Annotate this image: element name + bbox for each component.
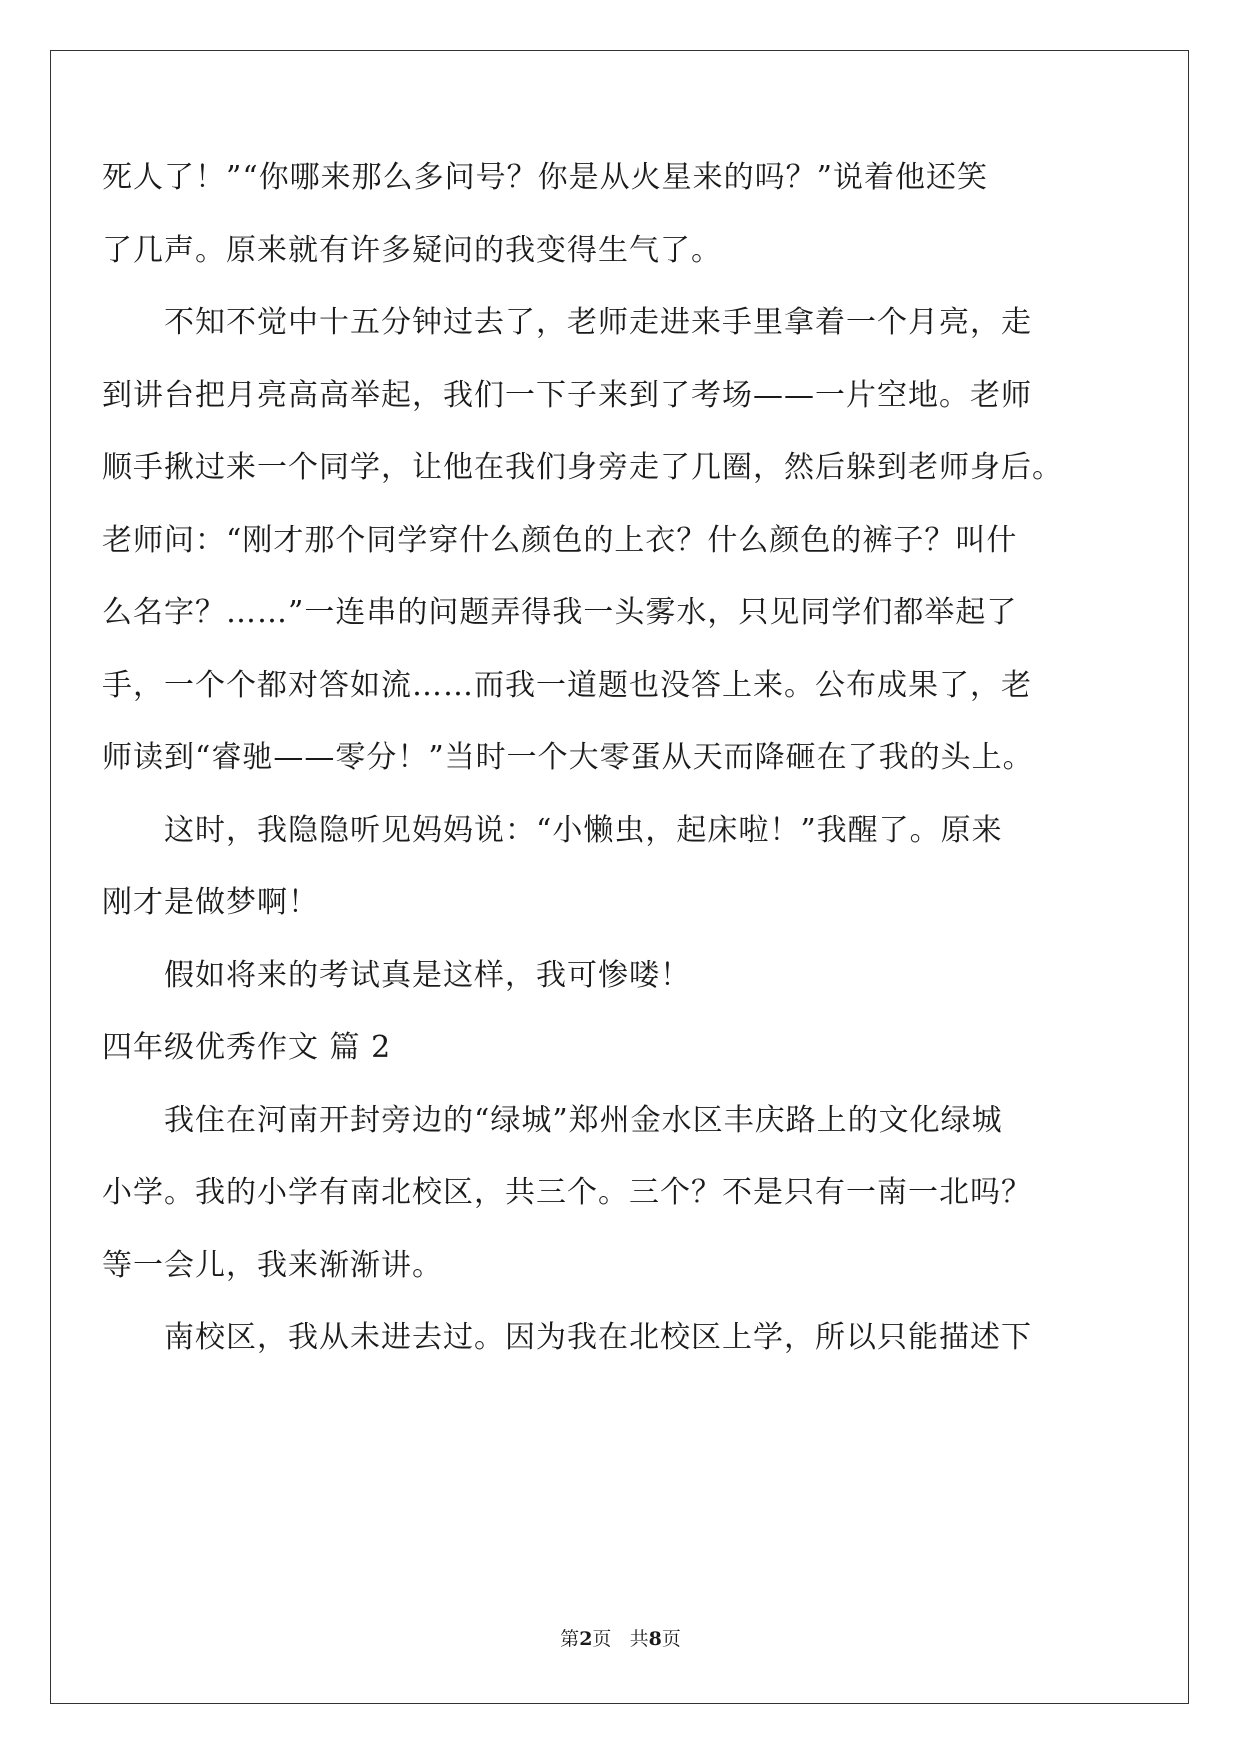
text-line: 假如将来的考试真是这样，我可惨喽！ [164,958,691,993]
footer-total-suffix: 页 [661,1628,681,1650]
footer-page-word: 页 [592,1628,612,1650]
footer-total-prefix: 共 [629,1628,649,1650]
section-heading: 四年级优秀作文 篇 2 [102,1030,392,1065]
text-line: 顺手揪过来一个同学，让他在我们身旁走了几圈，然后躲到老师身后。 [102,450,1063,485]
text-line: 死人了！”“你哪来那么多问号？你是从火星来的吗？”说着他还笑 [102,160,989,195]
text-line: 刚才是做梦啊！ [102,885,319,920]
text-line: 这时，我隐隐听见妈妈说：“小懒虫，起床啦！”我醒了。原来 [164,813,1003,848]
text-line: 师读到“睿驰——零分！”当时一个大零蛋从天而降砸在了我的头上。 [102,740,1034,775]
text-line: 手，一个个都对答如流……而我一道题也没答上来。公布成果了，老 [102,668,1032,703]
text-line: 么名字？……”一连串的问题弄得我一头雾水，只见同学们都举起了 [102,595,1018,630]
current-page-number: 2 [579,1628,593,1650]
text-line: 不知不觉中十五分钟过去了，老师走进来手里拿着一个月亮，走 [164,305,1032,340]
text-line: 南校区，我从未进去过。因为我在北校区上学，所以只能描述下 [164,1320,1032,1355]
footer-prefix: 第 [560,1628,580,1650]
text-line: 老师问：“刚才那个同学穿什么颜色的上衣？什么颜色的裤子？叫什 [102,523,1018,558]
text-line: 了几声。原来就有许多疑问的我变得生气了。 [102,233,722,268]
page-border [50,50,1189,1704]
text-line: 我住在河南开封旁边的“绿城”郑州金水区丰庆路上的文化绿城 [164,1103,1003,1138]
text-line: 等一会儿，我来渐渐讲。 [102,1248,443,1283]
total-pages-number: 8 [648,1628,662,1650]
page-footer [0,1627,1241,1651]
text-line: 小学。我的小学有南北校区，共三个。三个？不是只有一南一北吗？ [102,1175,1032,1210]
text-line: 到讲台把月亮高高举起，我们一下子来到了考场——一片空地。老师 [102,378,1032,413]
